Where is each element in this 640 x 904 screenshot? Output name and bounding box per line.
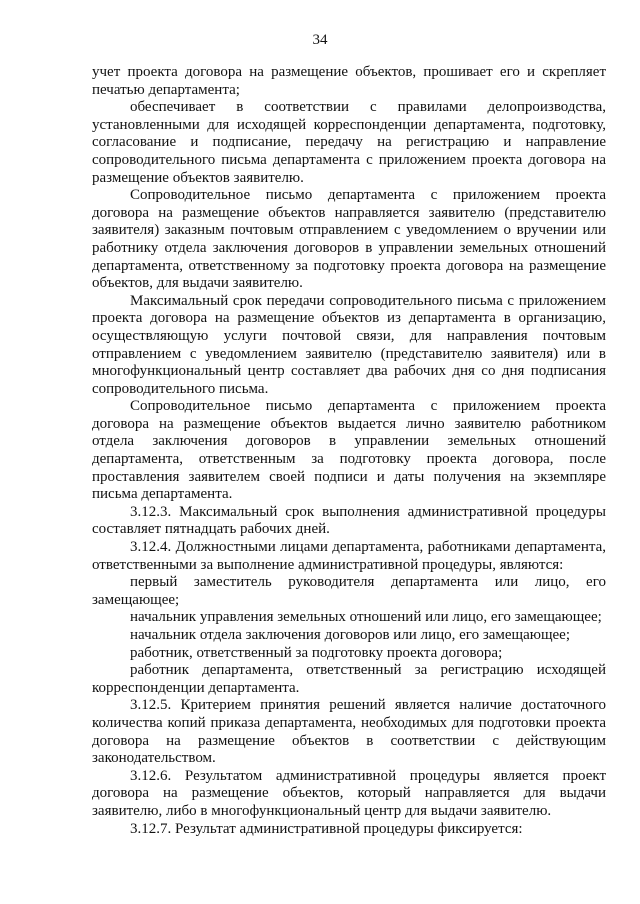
page-number: 34 (312, 32, 328, 48)
paragraph-cover-letter-delivery: Сопроводительное письмо департамента с приложением проекта договора на размещение объектов направляется заявителю (представителю заявителя) заказным почтовым отправлением с уведомлением о вручении или работнику отдела заключения договоров в управлении земельных отношений департамента, ответственному за подготовку проекта договора на размещение объектов, для выдачи заявителю. (92, 187, 606, 292)
paragraph-3-12-6: 3.12.6. Результатом административной процедуры является проект договора на размещение объектов, который направляется для выдачи заявителю, либо в многофункциональный центр для выдачи заявителю. (92, 767, 606, 819)
list-item-registration-employee: работник департамента, ответственный за регистрацию исходящей корреспонденции департамента. (92, 662, 606, 696)
list-item-contract-preparer: работник, ответственный за подготовку проекта договора; (130, 644, 503, 661)
list-item-first-deputy: первый заместитель руководителя департамента или лицо, его замещающее; (92, 574, 606, 608)
paragraph-duty-cover-letter: обеспечивает в соответствии с правилами делопроизводства, установленными для исходящей корреспонденции департамента, подготовку, согласование и подписание, передачу на регистрацию и направление сопроводительного письма департамента с приложением проекта договора на размещение объектов заявителю. (92, 99, 606, 186)
paragraph-personal-issue: Сопроводительное письмо департамента с приложением проекта договора на размещение объектов выдается лично заявителю работником отдела заключения договоров в управлении земельных отношений департамента, ответственным за подготовку проекта договора, после проставления заявителем своей подписи и даты получения на экземпляре письма департамента. (92, 398, 606, 503)
paragraph-max-transfer-term: Максимальный срок передачи сопроводительного письма с приложением проекта договора на размещение объектов из департамента в организацию, осуществляющую услуги почтовой связи, для направления почтовым отправлением с уведомлением заявителю (представителю заявителя) или в многофункциональный центр составляет два рабочих дня со дня подписания сопроводительного письма. (92, 292, 606, 397)
list-item-head-of-contracts-division: начальник отдела заключения договоров или лицо, его замещающее; (130, 627, 570, 643)
paragraph-3-12-3: 3.12.3. Максимальный срок выполнения административной процедуры составляет пятнадцать рабочих дней. (92, 503, 606, 538)
paragraph-continuation: учет проекта договора на размещение объектов, прошивает его и скрепляет печатью департамента; (92, 64, 606, 98)
paragraph-3-12-7: 3.12.7. Результат административной процедуры фиксируется: (130, 820, 523, 837)
paragraph-3-12-5: 3.12.5. Критерием принятия решений является наличие достаточного количества копий приказа департамента, необходимых для подготовки проекта договора на размещение объектов в соответствии с действующим законодательством. (92, 697, 606, 767)
paragraph-3-12-4: 3.12.4. Должностными лицами департамента, работниками департамента, ответственными за выполнение административной процедуры, являются: (92, 539, 606, 573)
document-body (92, 64, 606, 838)
list-item-head-of-land-relations: начальник управления земельных отношений или лицо, его замещающее; (130, 609, 602, 626)
